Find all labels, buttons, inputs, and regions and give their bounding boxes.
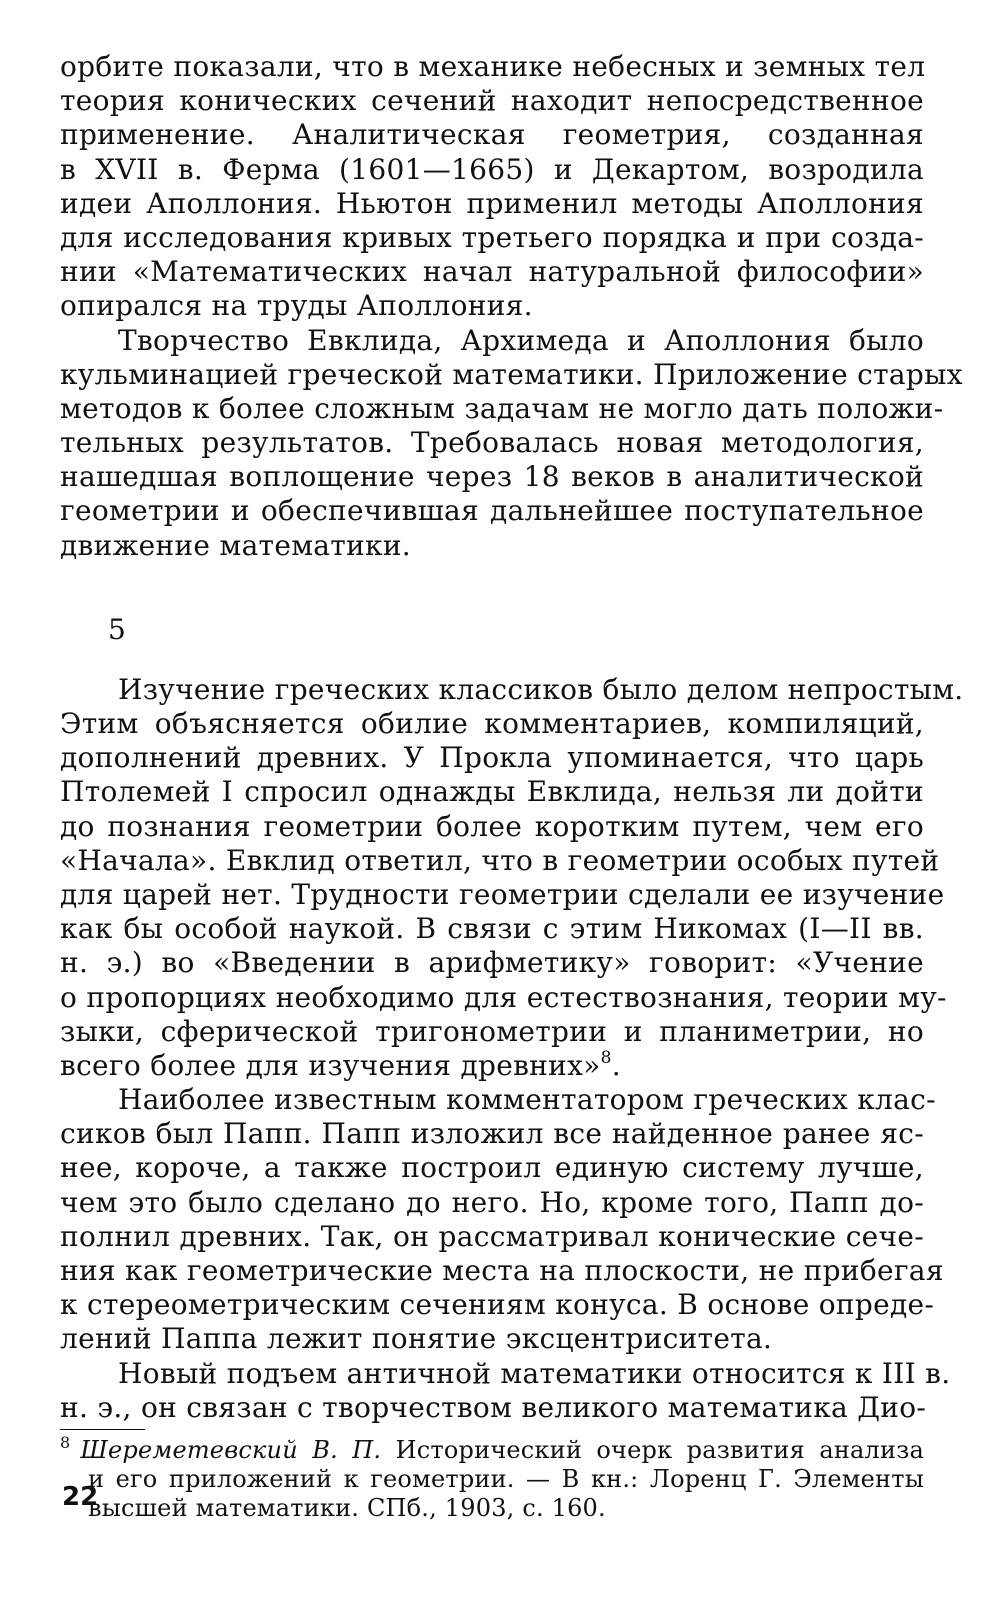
footnote-mark: 8 xyxy=(60,1432,71,1452)
text-line: Творчество Евклида, Архимеда и Аполлония было xyxy=(118,323,924,357)
text-line: до познания геометрии более коротким путем, чем его xyxy=(60,809,924,843)
text-line: для царей нет. Трудности геометрии сделали ее изучение xyxy=(60,877,945,911)
text-line: дополнений древних. У Прокла упоминается, что царь xyxy=(60,741,924,775)
text-line: как бы особой наукой. В связи с этим Никомах (I—II вв. xyxy=(60,912,924,946)
paragraph-pappus xyxy=(60,1083,944,1357)
text-line: методов к более сложным задачам не могло дать положи- xyxy=(60,391,944,425)
text-line: Этим объясняется обилие комментариев, компиляций, xyxy=(60,707,924,740)
footnote-line: высшей математики. СПб., 1903, с. 160. xyxy=(88,1493,606,1522)
text-line: в XVII в. Ферма (1601—1665) и Декартом, возродила xyxy=(60,152,924,186)
text-line: полнил древних. Так, он рассматривал конические сече- xyxy=(60,1219,924,1253)
text-line: Птолемей I спросил однажды Евклида, нельзя ли дойти xyxy=(60,775,924,809)
page-body xyxy=(60,50,964,1523)
text-line: сиков был Папп. Папп изложил все найденное ранее яс- xyxy=(60,1117,924,1151)
footnote-reference[interactable]: 8 xyxy=(600,1047,612,1068)
footnote-title: Исторический очерк развития анализа xyxy=(395,1435,924,1464)
footnote-line: и его приложений к геометрии. — В кн.: Лоренц Г. Элементы xyxy=(88,1464,924,1493)
paragraph-new-rise xyxy=(60,1356,951,1425)
text-line: о пропорциях необходимо для естествознания, теории му- xyxy=(60,980,947,1014)
text-line: тельных результатов. Требовалась новая методология, xyxy=(60,426,924,460)
text-line: теория конических сечений находит непосредственное xyxy=(60,84,924,118)
text-line: зыки, сферической тригонометрии и планиметрии, но xyxy=(60,1014,924,1048)
text-line: геометрии и обеспечившая дальнейшее поступательное xyxy=(60,494,924,528)
sentence-end: . xyxy=(611,1048,621,1082)
text-line: Изучение греческих классиков было делом непростым. xyxy=(118,672,964,706)
footnote xyxy=(60,1432,924,1523)
text-line: орбите показали, что в механике небесных и земных тел xyxy=(60,50,926,83)
text-line: идеи Аполлония. Ньютон применил методы Аполлония xyxy=(60,186,924,220)
text-line: нии «Математических начал натуральной философии» xyxy=(60,255,924,289)
text-line-content: всего более для изучения древних» xyxy=(60,1048,601,1082)
text-line: Наиболее известным комментатором греческих клас- xyxy=(118,1083,936,1117)
paragraph-culmination xyxy=(60,323,963,563)
footnote-separator xyxy=(60,1429,145,1430)
text-line: движение математики. xyxy=(60,528,412,562)
footnote-author: Шереметевский В. П. xyxy=(80,1435,382,1464)
text-line: «Начала». Евклид ответил, что в геометрии особых путей xyxy=(60,843,940,877)
text-line: к стереометрическим сечениям конуса. В основе опреде- xyxy=(60,1288,935,1322)
text-line: кульминацией греческой математики. Приложение старых xyxy=(60,357,963,391)
text-line: применение. Аналитическая геометрия, созданная xyxy=(60,118,924,152)
section-number: 5 xyxy=(108,612,126,646)
text-line: нее, короче, а также построил единую систему лучше, xyxy=(60,1151,924,1185)
text-line xyxy=(60,1049,924,1083)
text-line: нашедшая воплощение через 18 веков в аналитической xyxy=(60,460,924,494)
text-line: Новый подъем античной математики относится к III в. xyxy=(118,1356,951,1390)
text-line: н. э., он связан с творчеством великого математика Дио- xyxy=(60,1390,927,1424)
text-line: ния как геометрические места на плоскости, не прибегая xyxy=(60,1254,944,1287)
text-line: опирался на труды Аполлония. xyxy=(60,289,533,323)
text-line: чем это было сделано до него. Но, кроме того, Папп до- xyxy=(60,1185,924,1219)
page-number: 22 xyxy=(62,1482,99,1512)
paragraph-continuation xyxy=(60,50,924,324)
paragraph-commentaries xyxy=(60,672,964,1083)
text-line: лений Паппа лежит понятие эксцентриситета. xyxy=(60,1322,773,1356)
text-line: н. э.) во «Введении в арифметику» говорит: «Учение xyxy=(60,946,924,980)
text-line: для исследования кривых третьего порядка и при созда- xyxy=(60,220,924,254)
footnote-line xyxy=(60,1432,924,1465)
